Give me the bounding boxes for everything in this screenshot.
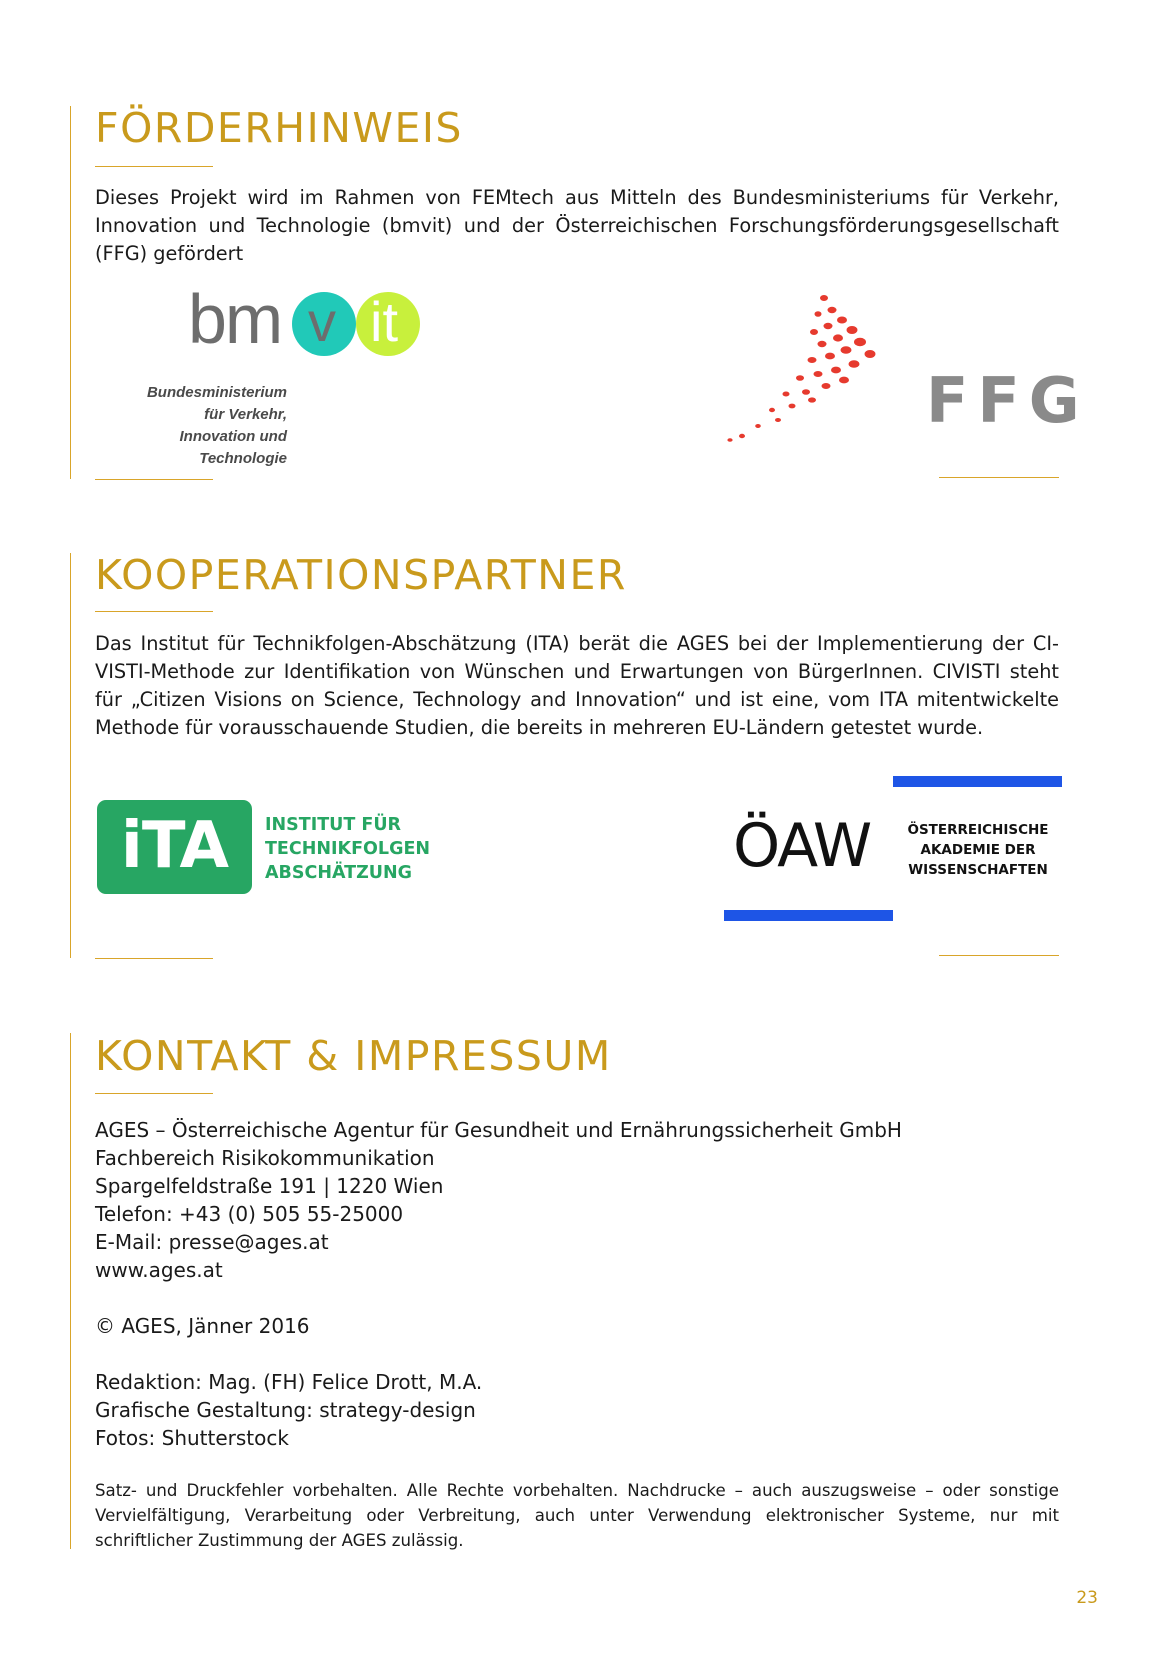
contact-line-address: Spargelfeldstraße 191 | 1220 Wien xyxy=(95,1174,444,1198)
kooperationspartner-text: Das Institut für Technikfolgen-Abschätzung (ITA) berät die AGES bei der Implementierung der CI-VISTI-Methode zur Identifikation von Wünschen und Erwartungen von BürgerInnen. CIVISTI steht für „Citizen Visions on Science, Technology and Innovation“ und ist eine, vom ITA mitentwickelte Methode für vorausschauende Studien, die bereits in mehreren EU-Ländern getestet wurde. xyxy=(95,632,1059,739)
section-accent-line xyxy=(70,1033,71,1549)
legal-notice: Satz- und Druckfehler vorbehalten. Alle Rechte vorbehalten. Nachdrucke – auch auszugsweise – oder sonstige Vervielfältigung, Verarbeitung oder Verbreitung, auch unter Verwendung elektronischer Systeme, nur mit schriftlicher Zustimmung der AGES zulässig. xyxy=(95,1481,1059,1550)
ita-caption xyxy=(265,813,430,885)
bmvit-v-text: v xyxy=(308,290,336,353)
ita-caption-line2: TECHNIKFOLGEN xyxy=(265,839,431,859)
oeaw-top-bar xyxy=(893,776,1062,787)
ffg-logo xyxy=(720,288,1089,448)
ita-caption-line1: INSTITUT FÜR xyxy=(265,815,402,835)
credit-line-photos: Fotos: Shutterstock xyxy=(95,1426,289,1450)
oeaw-logo xyxy=(724,776,1062,921)
credit-line-editor: Redaktion: Mag. (FH) Felice Drott, M.A. xyxy=(95,1370,483,1394)
section-accent-line xyxy=(70,553,71,958)
bmvit-caption-line3: Innovation und Technologie xyxy=(179,428,287,467)
contact-line-website[interactable]: www.ages.at xyxy=(95,1258,223,1282)
section-bottom-rule-left xyxy=(95,958,213,959)
section-heading-foerderhinweis: FÖRDERHINWEIS xyxy=(95,104,463,152)
foerderhinweis-text: Dieses Projekt wird im Rahmen von FEMtech aus Mitteln des Bundesministeriums für Verkehr, Innovation und Technologie (bmvit) und der Österreichischen Forschungsförderungsgesellschaft (FFG) gefördert xyxy=(95,186,1059,265)
bmvit-caption xyxy=(92,382,287,470)
credits-block xyxy=(95,1368,482,1452)
ita-caption-line3: ABSCHÄTZUNG xyxy=(265,863,413,883)
oeaw-bottom-bar xyxy=(724,910,893,921)
oeaw-mark-text: ÖAW xyxy=(733,811,871,881)
section-heading-kontakt: KONTAKT & IMPRESSUM xyxy=(95,1032,612,1080)
contact-line-phone: Telefon: +43 (0) 505 55-25000 xyxy=(95,1202,404,1226)
section-heading-kooperationspartner: KOOPERATIONSPARTNER xyxy=(95,551,627,599)
contact-address-block xyxy=(95,1116,902,1284)
bmvit-caption-line2: für Verkehr, xyxy=(204,406,287,423)
section-bottom-rule-right xyxy=(939,477,1059,478)
ffg-wordmark: FFG xyxy=(926,364,1089,437)
oeaw-caption-line2: AKADEMIE DER xyxy=(920,842,1036,858)
oeaw-caption xyxy=(898,820,1058,880)
bmvit-logo xyxy=(92,280,432,467)
ita-logo xyxy=(97,800,447,894)
section-bottom-rule-right xyxy=(939,955,1059,956)
heading-underline xyxy=(95,611,213,612)
bmvit-it-text: it xyxy=(370,290,398,353)
ffg-dots-graphic xyxy=(720,288,910,448)
bmvit-bm-text: bm xyxy=(188,280,282,358)
bmvit-caption-line1: Bundesministerium xyxy=(146,384,287,401)
heading-underline xyxy=(95,1093,213,1094)
page-number: 23 xyxy=(1076,1588,1098,1608)
heading-underline xyxy=(95,166,213,167)
copyright-line: © AGES, Jänner 2016 xyxy=(95,1314,310,1338)
section-accent-line xyxy=(70,106,71,479)
contact-line-department: Fachbereich Risikokommunikation xyxy=(95,1146,435,1170)
oeaw-caption-line1: ÖSTERREICHISCHE xyxy=(907,822,1049,838)
ita-mark-text: iTA xyxy=(120,809,229,883)
section-bottom-rule-left xyxy=(95,479,213,480)
contact-line-organisation: AGES – Österreichische Agentur für Gesundheit und Ernährungssicherheit GmbH xyxy=(95,1118,902,1142)
credit-line-design: Grafische Gestaltung: strategy-design xyxy=(95,1398,476,1422)
contact-line-email[interactable]: E-Mail: presse@ages.at xyxy=(95,1230,329,1254)
bmvit-wordmark xyxy=(188,280,428,358)
oeaw-caption-line3: WISSENSCHAFTEN xyxy=(908,862,1048,878)
ita-mark-box xyxy=(97,800,252,894)
